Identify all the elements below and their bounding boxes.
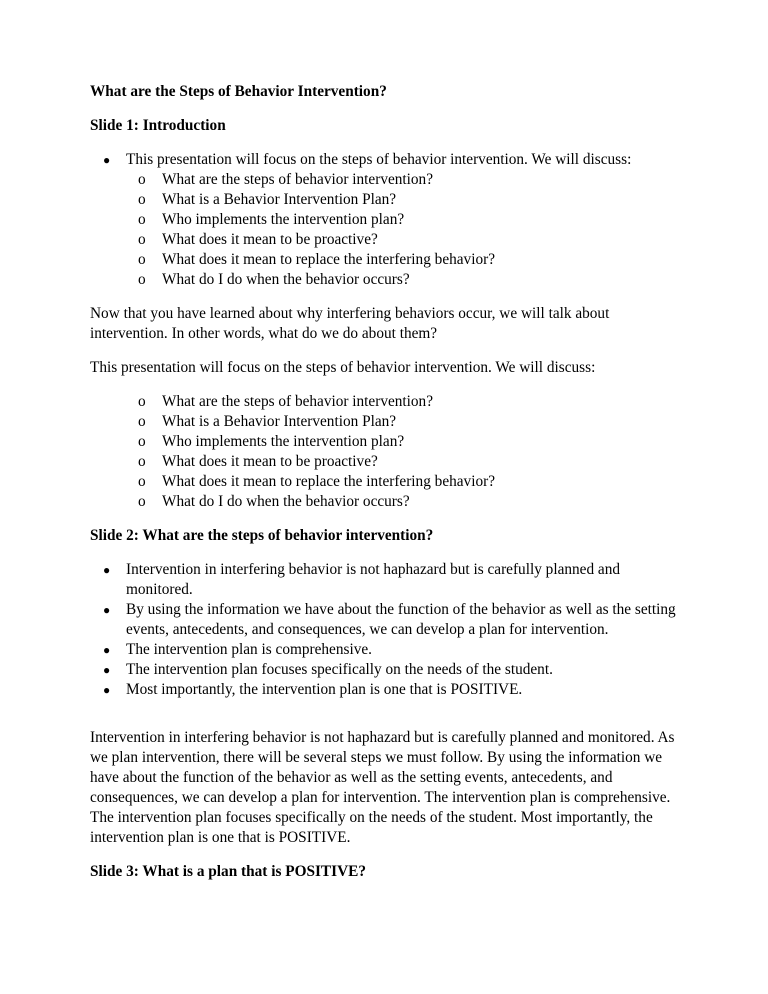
document-title: What are the Steps of Behavior Intervention?	[90, 83, 387, 100]
slide-1-topic-list	[126, 392, 690, 512]
list-item: o What does it mean to be proactive?	[138, 231, 378, 248]
sub-bullet-icon: o	[138, 393, 146, 410]
sub-bullet-icon: o	[138, 413, 146, 430]
list-item: o What is a Behavior Intervention Plan?	[138, 413, 397, 430]
list-item: o What is a Behavior Intervention Plan?	[138, 191, 397, 208]
list-item: o What does it mean to replace the interfering behavior?	[138, 251, 495, 268]
bullet-icon: ●	[103, 563, 111, 577]
slide-1-paragraph-1: Now that you have learned about why interfering behaviors occur, we will talk about intervention. In other words, what do we do about them?	[90, 305, 610, 342]
list-item: ● Most importantly, the intervention plan is one that is POSITIVE.	[103, 681, 523, 698]
slide-1-bullet-list	[90, 150, 690, 290]
list-item: o What do I do when the behavior occurs?	[138, 271, 410, 288]
list-item: ● The intervention plan focuses specifically on the needs of the student.	[103, 661, 553, 678]
list-item: ● Intervention in interfering behavior is not haphazard but is carefully planned and monitored.	[103, 561, 621, 598]
sub-bullet-icon: o	[138, 211, 146, 228]
document-page	[90, 82, 690, 896]
sub-bullet-icon: o	[138, 191, 146, 208]
slide-1-sub-list	[126, 170, 690, 290]
bullet-icon: ●	[103, 663, 111, 677]
list-item: ● The intervention plan is comprehensive.	[103, 641, 372, 658]
sub-bullet-icon: o	[138, 473, 146, 490]
sub-bullet-icon: o	[138, 231, 146, 248]
list-item: o Who implements the intervention plan?	[138, 433, 405, 450]
slide-2-bullet-list	[90, 560, 690, 700]
slide-1-bullet-text: This presentation will focus on the steps of behavior intervention. We will discuss:	[126, 151, 632, 168]
bullet-icon: ●	[103, 153, 111, 167]
list-item: o What does it mean to be proactive?	[138, 453, 378, 470]
list-item: o What are the steps of behavior intervention?	[138, 171, 433, 188]
sub-bullet-icon: o	[138, 493, 146, 510]
slide-2-heading: Slide 2: What are the steps of behavior intervention?	[90, 527, 434, 544]
slide-1-bullet	[90, 150, 690, 290]
list-item: o What are the steps of behavior intervention?	[138, 393, 433, 410]
spacer	[90, 714, 690, 728]
list-item: o What does it mean to replace the interfering behavior?	[138, 473, 495, 490]
slide-3-heading: Slide 3: What is a plan that is POSITIVE?	[90, 863, 366, 880]
list-item: o Who implements the intervention plan?	[138, 211, 405, 228]
bullet-icon: ●	[103, 603, 111, 617]
list-item: o What do I do when the behavior occurs?	[138, 493, 410, 510]
bullet-icon: ●	[103, 683, 111, 697]
sub-bullet-icon: o	[138, 251, 146, 268]
sub-bullet-icon: o	[138, 271, 146, 288]
sub-bullet-icon: o	[138, 433, 146, 450]
bullet-icon: ●	[103, 643, 111, 657]
slide-1-paragraph-2: This presentation will focus on the steps of behavior intervention. We will discuss:	[90, 359, 596, 376]
list-item: ● By using the information we have about the function of the behavior as well as the setting events, antecedents, and consequences, we can develop a plan for intervention.	[103, 601, 676, 638]
sub-bullet-icon: o	[138, 171, 146, 188]
slide-1-heading: Slide 1: Introduction	[90, 117, 226, 134]
slide-2-paragraph: Intervention in interfering behavior is not haphazard but is carefully planned and monitored. As we plan intervention, there will be several steps we must follow. By using the information we have about the function of the behavior as well as the setting events, antecedents, and consequences, we can develop a plan for intervention. The intervention plan is comprehensive. The intervention plan focuses specifically on the needs of the student. Most importantly, the intervention plan is one that is POSITIVE.	[90, 729, 675, 846]
sub-bullet-icon: o	[138, 453, 146, 470]
